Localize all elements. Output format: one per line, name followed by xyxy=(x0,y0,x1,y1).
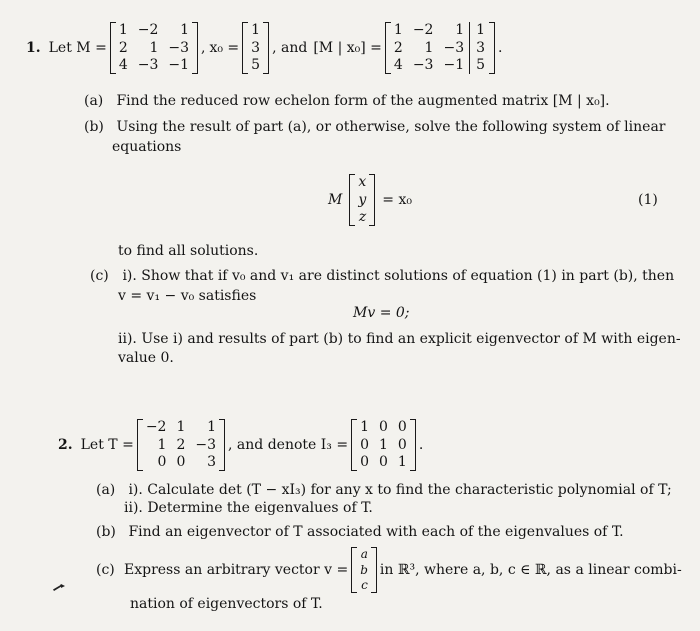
vector-xyz-entry: x xyxy=(358,173,367,190)
q2-a-label: (a) xyxy=(96,482,116,498)
q2-end-dot: . xyxy=(418,437,424,453)
q1-part-a xyxy=(84,93,610,109)
vector-abc-entry: a xyxy=(360,547,368,562)
q2-header xyxy=(58,416,423,474)
augmented-matrix-entry: 1 xyxy=(393,21,403,38)
augmented-matrix-entry: −1 xyxy=(443,57,465,74)
eq-M: M xyxy=(328,192,343,208)
matrix-t-entry: 2 xyxy=(176,436,186,453)
vector-x0-entry: 5 xyxy=(251,57,261,74)
q2-c-line3: nation of eigenvectors of T. xyxy=(130,596,323,612)
vector-x0-entry: 3 xyxy=(251,39,261,56)
matrix-m-entry: −1 xyxy=(168,57,190,74)
q2-c-label: (c) xyxy=(96,562,115,578)
matrix-t-entry: −2 xyxy=(145,418,167,435)
augmented-matrix-entry: 4 xyxy=(393,57,403,74)
q1-b-label: (b) xyxy=(84,119,104,135)
augmented-column-entry: 1 xyxy=(476,21,486,38)
equation-number: (1) xyxy=(638,192,658,208)
matrix-i3-entry: 0 xyxy=(360,436,369,453)
matrix-i3-entry: 1 xyxy=(360,418,369,435)
q1-b-line2: equations xyxy=(112,139,182,155)
augmented-matrix xyxy=(385,22,495,74)
matrix-i3-entry: 1 xyxy=(379,436,388,453)
q1-header xyxy=(26,17,502,79)
augmented-matrix-entry: −3 xyxy=(443,39,465,56)
equation-1 xyxy=(328,171,412,229)
q2-b-text: Find an eigenvector of T associated with each of the eigenvalues of T. xyxy=(128,524,624,540)
q2-let-t: Let T = xyxy=(80,437,134,453)
q1-x0-label: x₀ = xyxy=(209,40,240,56)
augmented-column-entry: 5 xyxy=(476,57,486,74)
q1-and: , and xyxy=(272,40,308,56)
q1-c-label: (c) xyxy=(90,268,109,284)
matrix-m xyxy=(110,22,198,74)
q2-number: 2. xyxy=(58,437,73,453)
vector-abc xyxy=(351,547,377,592)
eq-rhs: = x₀ xyxy=(382,192,412,208)
q1-end-dot: . xyxy=(498,40,503,56)
matrix-i3-entry: 0 xyxy=(397,418,407,435)
matrix-i3-entry: 0 xyxy=(360,454,369,471)
q1-aug-label: [M | x₀] = xyxy=(313,40,382,56)
q1-b-text1: Using the result of part (a), or otherwise, solve the following system of linear xyxy=(116,119,666,135)
q2-c-text2: in ℝ³, where a, b, c ∈ ℝ, as a linear combi- xyxy=(379,562,682,578)
matrix-m-entry: 1 xyxy=(180,21,190,38)
matrix-t-entry: 1 xyxy=(176,418,186,435)
augmented-matrix-entry: 2 xyxy=(393,39,403,56)
q1-a-text: Find the reduced row echelon form of the augmented matrix [M | x₀]. xyxy=(116,93,610,109)
matrix-i3-entry: 0 xyxy=(379,418,388,435)
vector-abc-entry: b xyxy=(360,562,368,577)
q1-c-line2: v = v₁ − v₀ satisfies xyxy=(118,288,257,304)
matrix-t-entry: 0 xyxy=(157,454,167,471)
q1-sep: , xyxy=(201,40,206,56)
matrix-t-entry: −3 xyxy=(195,436,217,453)
matrix-t-entry: 3 xyxy=(207,454,217,471)
matrix-t-entry: 1 xyxy=(157,436,167,453)
vector-x0-entry: 1 xyxy=(251,21,261,38)
matrix-i3 xyxy=(351,419,416,471)
q1-number: 1. xyxy=(26,40,41,56)
q2-part-a xyxy=(96,482,672,498)
matrix-m-entry: 1 xyxy=(118,21,128,38)
q1-b-line3: to find all solutions. xyxy=(118,243,259,259)
matrix-m-entry: −3 xyxy=(137,57,159,74)
q2-a-text1: i). Calculate det (T − xI₃) for any x to find the characteristic polynomial of T; xyxy=(128,482,672,498)
q1-a-label: (a) xyxy=(84,93,104,109)
q2-c-text1: Express an arbitrary vector v = xyxy=(124,562,349,578)
vector-xyz-entry: z xyxy=(358,209,367,226)
augmented-matrix-entry: −2 xyxy=(412,21,434,38)
vector-xyz-entry: y xyxy=(358,191,367,208)
q2-b-label: (b) xyxy=(96,524,116,540)
q2-part-b xyxy=(96,524,624,540)
q2-a-line2: ii). Determine the eigenvalues of T. xyxy=(124,500,373,516)
matrix-i3-entry: 0 xyxy=(379,454,388,471)
q1-part-c xyxy=(90,268,674,284)
matrix-t xyxy=(137,419,225,471)
q1-c-text1: i). Show that if v₀ and v₁ are distinct solutions of equation (1) in part (b), then xyxy=(122,268,675,284)
matrix-i3-entry: 0 xyxy=(397,436,407,453)
vector-xyz xyxy=(349,174,375,226)
q2-part-c xyxy=(96,543,682,597)
augmented-matrix-entry: 1 xyxy=(424,39,434,56)
q1-part-b xyxy=(84,119,665,135)
q2-and-denote: , and denote I₃ = xyxy=(228,437,349,453)
matrix-t-entry: 1 xyxy=(207,418,217,435)
augmented-matrix-entry: 1 xyxy=(455,21,465,38)
matrix-m-entry: −2 xyxy=(137,21,159,38)
matrix-m-entry: 2 xyxy=(118,39,128,56)
matrix-t-entry: 0 xyxy=(176,454,186,471)
mouse-pointer-icon xyxy=(52,583,66,597)
matrix-m-entry: −3 xyxy=(168,39,190,56)
vector-abc-entry: c xyxy=(361,578,368,593)
q1-c-line4: value 0. xyxy=(118,350,174,366)
matrix-m-entry: 4 xyxy=(118,57,128,74)
augmented-column-entry: 3 xyxy=(476,39,486,56)
matrix-i3-entry: 1 xyxy=(397,454,407,471)
matrix-m-entry: 1 xyxy=(149,39,159,56)
vector-x0 xyxy=(242,22,269,74)
q1-c-eq: Mv = 0; xyxy=(353,305,410,321)
q1-let-m: Let M = xyxy=(48,40,107,56)
q1-c-line3: ii). Use i) and results of part (b) to find an explicit eigenvector of M with eigen- xyxy=(118,331,681,347)
augmented-matrix-entry: −3 xyxy=(412,57,434,74)
